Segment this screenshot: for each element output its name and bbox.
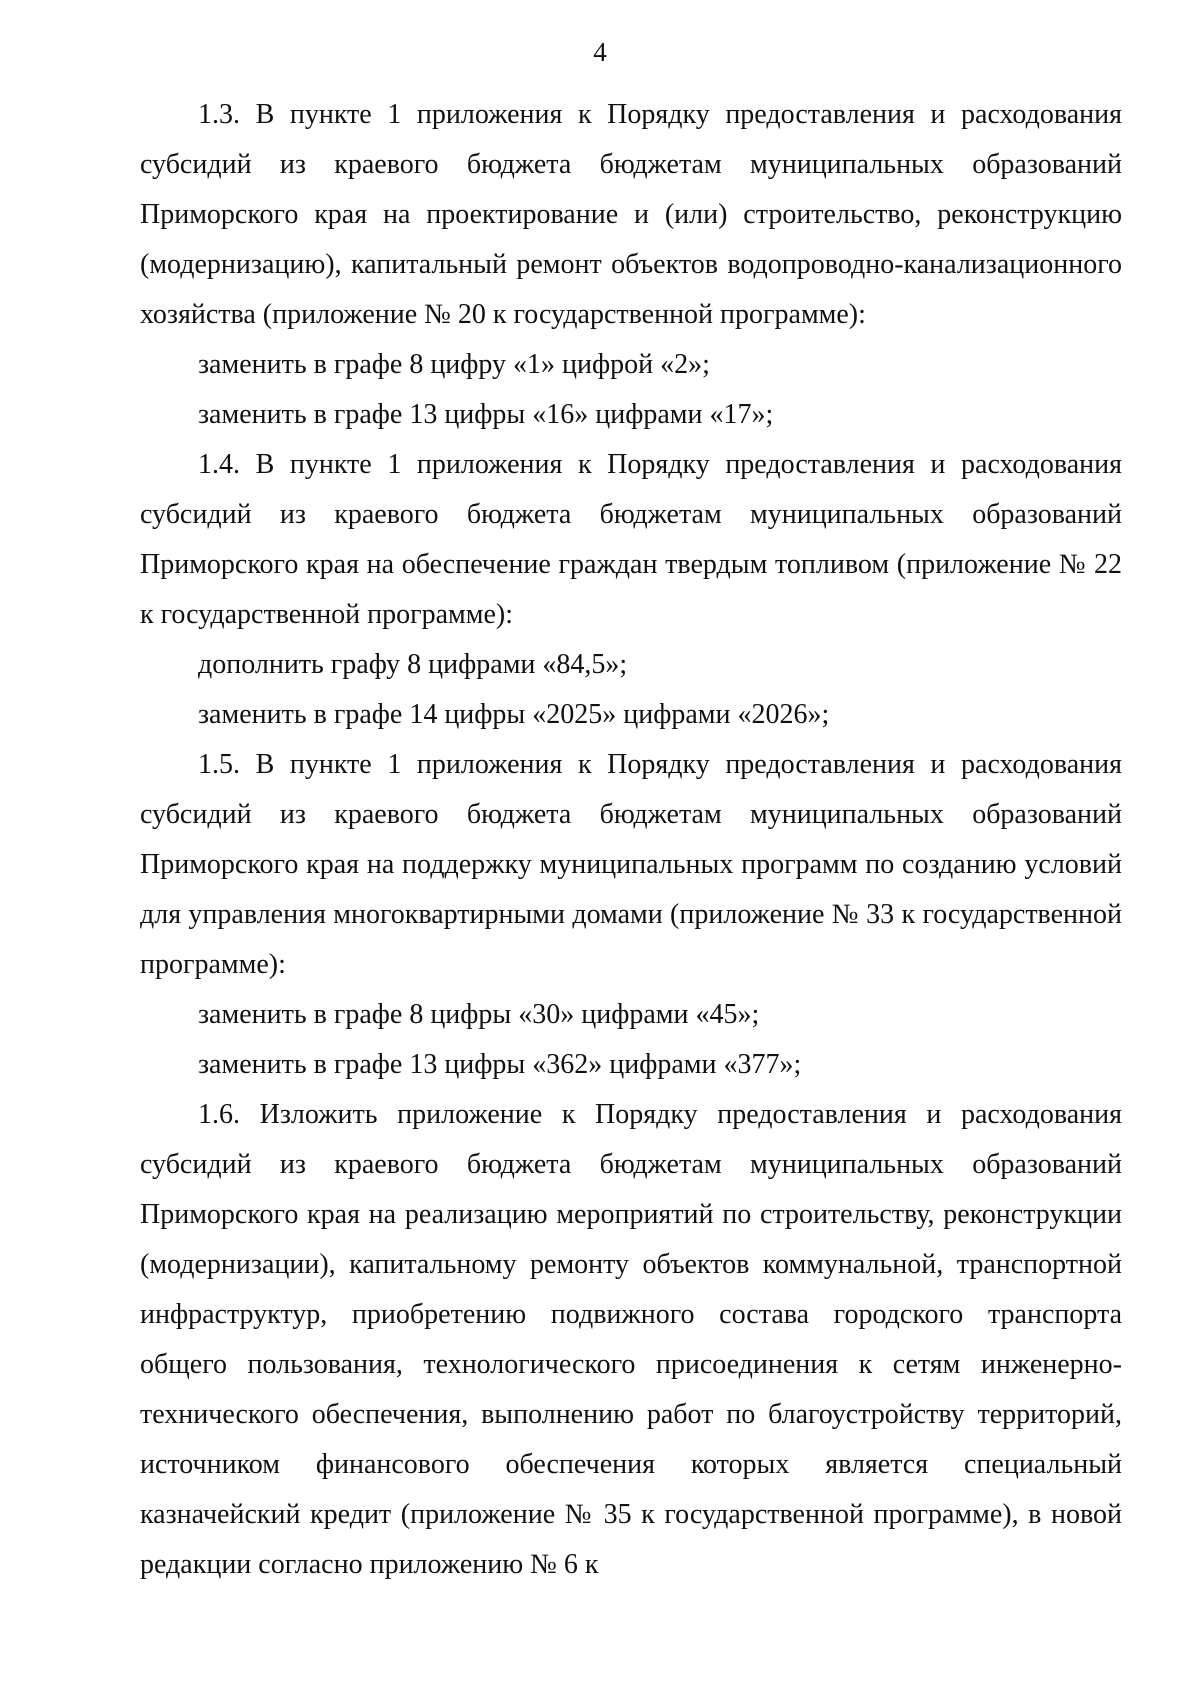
amendment-item: дополнить графу 8 цифрами «84,5»; — [198, 649, 628, 680]
amendment-item: заменить в графе 13 цифры «362» цифрами «377»; — [198, 1049, 802, 1080]
amendment-item: заменить в графе 8 цифры «30» цифрами «45»; — [198, 999, 760, 1030]
page-number: 4 — [593, 37, 607, 67]
amendment-item: заменить в графе 14 цифры «2025» цифрами «2026»; — [198, 699, 830, 730]
document-body — [140, 90, 1122, 1590]
paragraph-1-5: 1.5. В пункте 1 приложения к Порядку предоставления и расходования субсидий из краевого бюджета бюджетам муниципальных образований Приморского края на поддержку муниципальных программ по созданию условий для управления многоквартирными домами (приложение № 33 к государственной программе): — [140, 749, 1122, 980]
amendment-item: заменить в графе 8 цифру «1» цифрой «2»; — [198, 349, 710, 380]
paragraph-1-6: 1.6. Изложить приложение к Порядку предоставления и расходования субсидий из краевого бюджета бюджетам муниципальных образований Приморского края на реализацию мероприятий по строительству, реконструкции (модернизации), капитальному ремонту объектов коммунальной, транспортной инфраструктур, приобретению подвижного состава городского транспорта общего пользования, технологического присоединения к сетям инженерно-технического обеспечения, выполнению работ по благоустройству территорий, источником финансового обеспечения которых является специальный казначейский кредит (приложение № 35 к государственной программе), в новой редакции согласно приложению № 6 к — [140, 1099, 1122, 1580]
paragraph-1-3: 1.3. В пункте 1 приложения к Порядку предоставления и расходования субсидий из краевого бюджета бюджетам муниципальных образований Приморского края на проектирование и (или) строительство, реконструкцию (модернизацию), капитальный ремонт объектов водопроводно-канализационного хозяйства (приложение № 20 к государственной программе): — [140, 99, 1122, 330]
amendment-item: заменить в графе 13 цифры «16» цифрами «17»; — [198, 399, 774, 430]
paragraph-1-4: 1.4. В пункте 1 приложения к Порядку предоставления и расходования субсидий из краевого бюджета бюджетам муниципальных образований Приморского края на обеспечение граждан твердым топливом (приложение № 22 к государственной программе): — [140, 449, 1122, 630]
